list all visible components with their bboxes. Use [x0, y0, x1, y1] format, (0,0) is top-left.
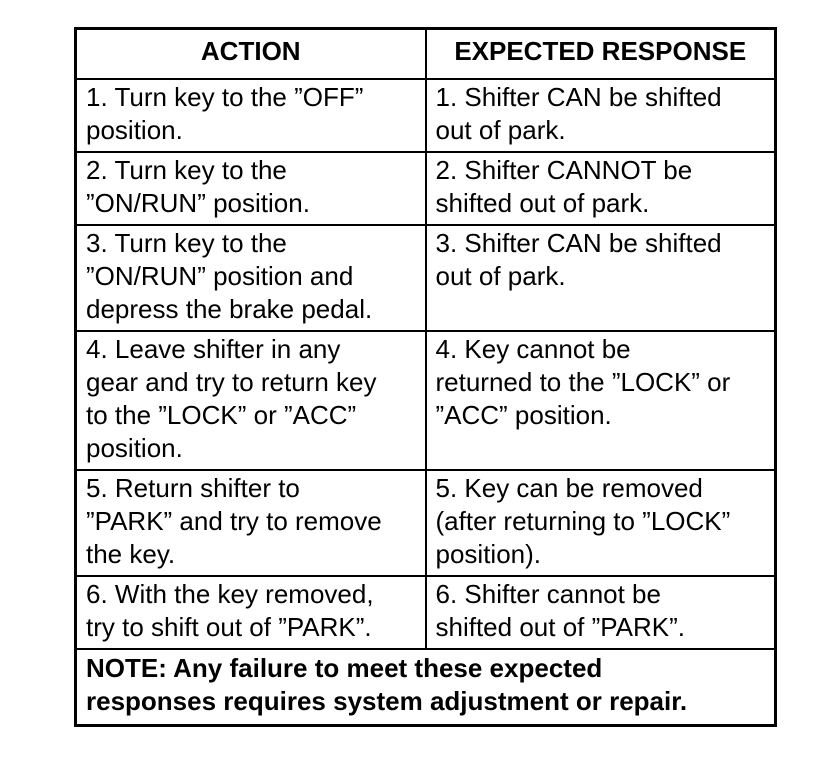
note-row [76, 649, 776, 726]
action-cell: 3. Turn key to the ”ON/RUN” position and depress the brake pedal. [76, 225, 426, 331]
table-row [76, 79, 776, 152]
action-cell: 5. Return shifter to ”PARK” and try to remove the key. [76, 470, 426, 576]
header-expected-response: EXPECTED RESPONSE [426, 29, 776, 80]
action-cell: 4. Leave shifter in any gear and try to return key to the ”LOCK” or ”ACC” position. [76, 331, 426, 470]
table-row [76, 470, 776, 576]
action-cell: 6. With the key removed, try to shift out of ”PARK”. [76, 576, 426, 649]
header-action: ACTION [76, 29, 426, 80]
table-row [76, 225, 776, 331]
response-cell: 4. Key cannot be returned to the ”LOCK” or ”ACC” position. [426, 331, 776, 470]
action-cell: 1. Turn key to the ”OFF” position. [76, 79, 426, 152]
note-text: NOTE: Any failure to meet these expected responses requires system adjustment or repair. [76, 649, 776, 726]
table-row [76, 152, 776, 225]
header-row [76, 29, 776, 80]
table-row [76, 576, 776, 649]
response-cell: 2. Shifter CANNOT be shifted out of park. [426, 152, 776, 225]
response-cell: 5. Key can be removed (after returning to ”LOCK” position). [426, 470, 776, 576]
action-cell: 2. Turn key to the ”ON/RUN” position. [76, 152, 426, 225]
action-response-table [74, 27, 777, 727]
table-row [76, 331, 776, 470]
response-cell: 1. Shifter CAN be shifted out of park. [426, 79, 776, 152]
response-cell: 6. Shifter cannot be shifted out of ”PARK”. [426, 576, 776, 649]
response-cell: 3. Shifter CAN be shifted out of park. [426, 225, 776, 331]
